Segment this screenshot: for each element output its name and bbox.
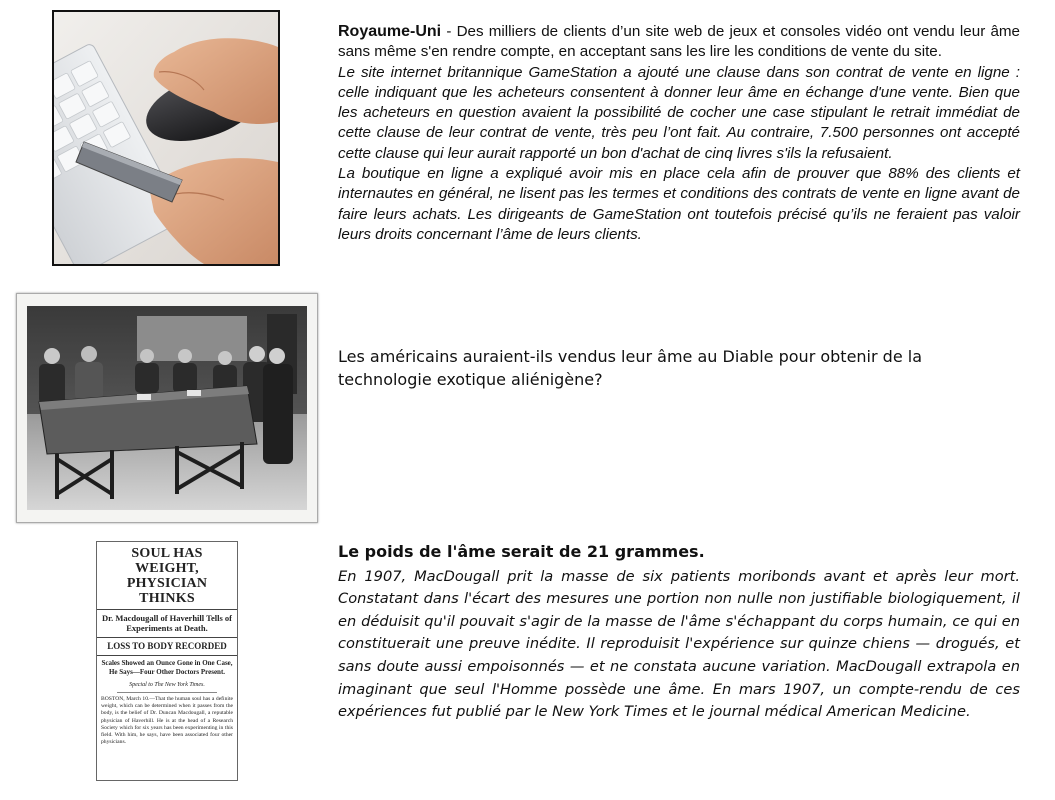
clipping-headline: SOUL HAS WEIGHT, PHYSICIAN THINKS xyxy=(97,542,237,610)
clipping-subhead: Dr. Macdougall of Haverhill Tells of Experiments at Death. xyxy=(97,610,237,638)
article-soul-weight-body: En 1907, MacDougall prit la masse de six patients moribonds avant et après leur mort. Constatant dans l'écart des mesures une portion non nulle non justifiable biologiquement, il en déduisit qu'il pouvait s'agir de la masse de l'âme s'échappant du corps humain, ce qui en constituerait une preuve inédite. Il reproduisit l'expérience sur quinze chiens — drogués, et sans doute aussi empoisonnés — et ne constata aucune variation. MacDougall extrapola en imaginant que seul l'Homme possède une âme. En mars 1907, un compte-rendu de ces expériences fut publié par le New York Times et le journal médical American Medicine. xyxy=(338,567,1020,721)
newspaper-clipping xyxy=(96,541,238,781)
article-lead-location: Royaume-Uni xyxy=(338,23,442,40)
clipping-deck: LOSS TO BODY RECORDED xyxy=(97,638,237,656)
article-soul-weight xyxy=(338,541,1020,724)
clipping-subdeck: Scales Showed an Ounce Gone in One Case, He Says—Four Other Doctors Present. xyxy=(101,659,233,676)
hand-mouse-card-illustration xyxy=(54,12,278,264)
alien-technology-question: Les américains auraient-ils vendus leur âme au Diable pour obtenir de la technologie exotique aliénigène? xyxy=(338,347,922,389)
meeting-photo xyxy=(16,293,318,523)
clipping-special: Special to The New York Times. xyxy=(117,679,217,693)
article-soul-weight-title: Le poids de l'âme serait de 21 grammes. xyxy=(338,542,705,561)
clipping-body: BOSTON, March 10.—That the human soul has a definite weight, which can be determined when it passes from the body, is the belief of Dr. Duncan Macdougall, a reputable physician of Haverhill. He is at the head of a Research Society which for six years has been experimenting in this field. With him, he says, have been associated four other physicians. xyxy=(101,696,233,746)
military-meeting-illustration xyxy=(17,294,317,522)
article-gamestation xyxy=(338,22,1020,245)
article-paragraph-2: Le site internet britannique GameStation a ajouté une clause dans son contrat de vente en ligne : celle indiquant que les acheteurs consentent à donner leur âme en échange d'une vente. Bien que les acheteurs en question avaient la possibilité de cocher une case stipulant le retrait immédiat de cette clause de leur contrat de vente, très peu l’ont fait. Au contraire, 7.500 personnes ont accepté cette clause qui leur aurait rapporté un bon d'achat de cinq livres s'ils la refusaient. xyxy=(338,63,1020,162)
article-intro: - Des milliers de clients d’un site web de jeux et consoles vidéo ont vendu leur âme sans même s'en rendre compte, en acceptant sans les lire les conditions de vente du site. xyxy=(338,23,1020,61)
hand-credit-card-photo xyxy=(52,10,280,266)
article-paragraph-3: La boutique en ligne a expliqué avoir mis en place cela afin de prouver que 88% des clients et internautes en général, ne lisent pas les termes et conditions des contrats de vente en ligne avant de faire leurs achats. Les dirigeants de GameStation ont toutefois précisé qu’ils ne feraient pas valoir leurs droits concernant l’âme de leurs clients. xyxy=(338,165,1020,243)
